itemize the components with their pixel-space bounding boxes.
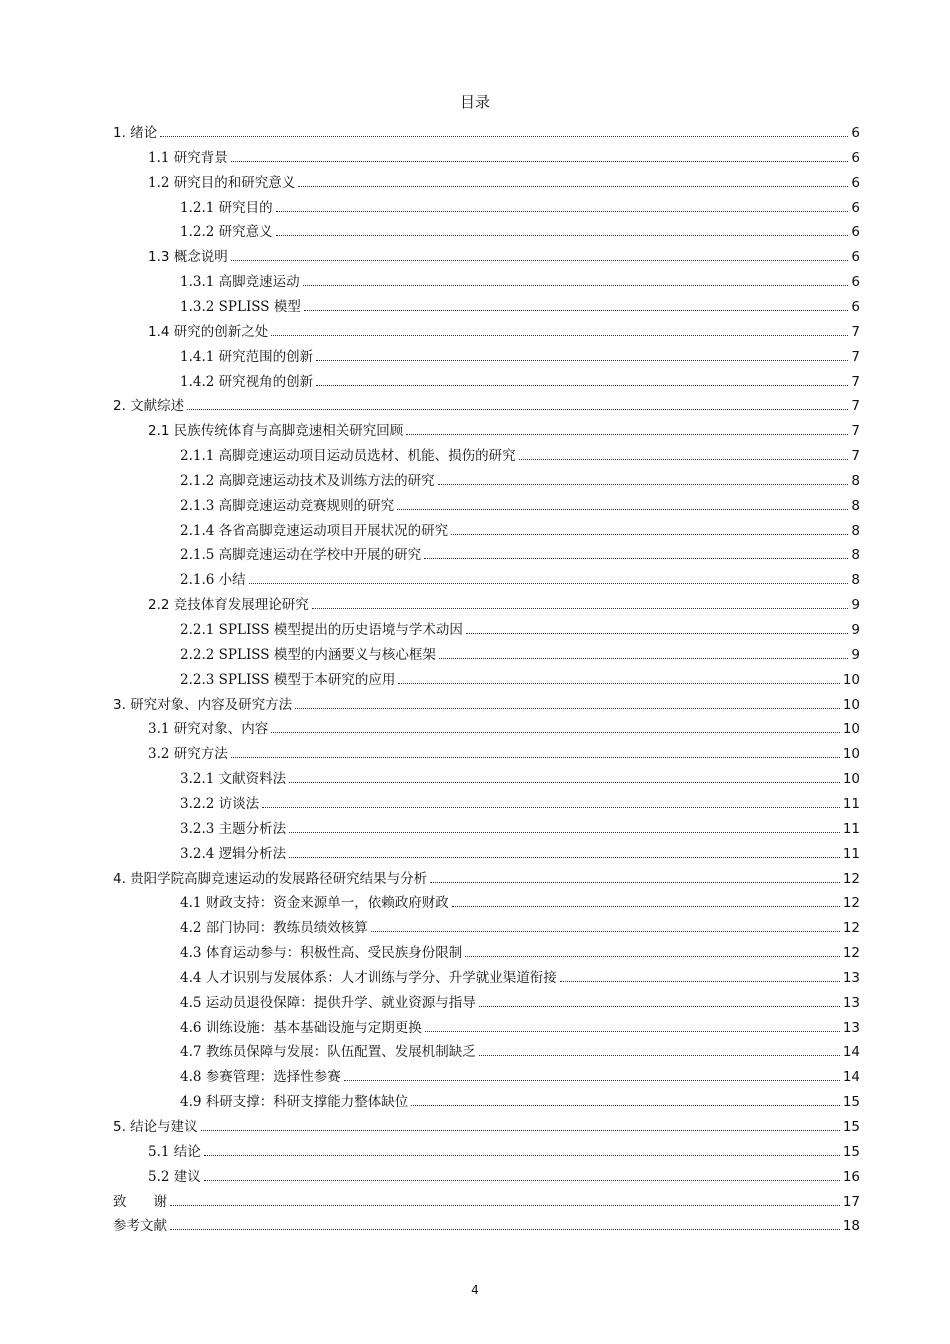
toc-leader-dots <box>298 186 848 187</box>
toc-entry-page: 10 <box>842 696 860 713</box>
toc-entry-label: 参考文献 <box>113 1218 167 1235</box>
toc-leader-dots <box>295 708 840 709</box>
toc-entry-label: 1.3.2 SPLISS 模型 <box>180 298 301 315</box>
toc-entry-page: 9 <box>851 622 860 638</box>
toc-entry-label: 1.3.1 高脚竞速运动 <box>180 274 300 291</box>
toc-entry[interactable] <box>113 1210 860 1234</box>
toc-entry-page: 6 <box>851 199 860 216</box>
toc-entry[interactable] <box>180 788 860 812</box>
toc-entry-page: 6 <box>851 174 860 191</box>
toc-entry-label: 2. 文献综述 <box>113 398 185 415</box>
toc-entry-page: 15 <box>842 1094 860 1111</box>
toc-entry-page: 15 <box>842 1143 860 1160</box>
toc-entry[interactable] <box>180 216 860 240</box>
toc-entry-page: 14 <box>842 1044 860 1061</box>
toc-entry-label: 2.1.6 小结 <box>180 572 246 589</box>
toc-entry[interactable] <box>180 962 860 986</box>
toc-entry-page: 17 <box>842 1193 860 1210</box>
toc-leader-dots <box>425 1031 840 1032</box>
toc-leader-dots <box>262 807 840 808</box>
toc-entry-page: 13 <box>842 1019 860 1036</box>
toc-entry-page: 10 <box>842 746 860 763</box>
toc-entry-label: 2.1.1 高脚竞速运动项目运动员选材、机能、损伤的研究 <box>180 448 516 465</box>
toc-entry-page: 6 <box>851 224 860 241</box>
toc-entry-page: 6 <box>851 249 860 266</box>
toc-leader-dots <box>303 285 849 286</box>
toc-entry[interactable] <box>180 515 860 539</box>
toc-leader-dots <box>465 956 840 957</box>
toc-entry[interactable] <box>180 291 860 315</box>
toc-leader-dots <box>344 1080 840 1081</box>
toc-entry[interactable] <box>180 539 860 563</box>
toc-entry-page: 11 <box>842 795 860 812</box>
toc-entry-page: 18 <box>842 1218 860 1235</box>
toc-entry[interactable] <box>180 490 860 514</box>
toc-entry[interactable] <box>180 440 860 464</box>
toc-entry-label: 1. 绪论 <box>113 125 158 141</box>
toc-entry-page: 7 <box>851 448 860 465</box>
toc-entry-label: 1.2.2 研究意义 <box>180 224 273 241</box>
toc-entry[interactable] <box>180 887 860 911</box>
toc-entry-label: 2.1.2 高脚竞速运动技术及训练方法的研究 <box>180 472 435 489</box>
toc-entry-page: 7 <box>851 323 860 340</box>
toc-entry-label: 4.3 体育运动参与：积极性高、受民族身份限制 <box>180 945 463 962</box>
toc-leader-dots <box>204 1155 840 1156</box>
toc-entry-label: 5.2 建议 <box>148 1168 201 1185</box>
toc-leader-dots <box>316 385 848 386</box>
toc-entry-page: 6 <box>851 298 860 315</box>
toc-entry-label: 4.6 训练设施：基本基础设施与定期更换 <box>180 1019 422 1036</box>
toc-entry-label: 4.2 部门协同：教练员绩效核算 <box>180 920 368 937</box>
toc-entry-page: 14 <box>842 1069 860 1086</box>
toc-entry-page: 8 <box>851 522 860 539</box>
toc-leader-dots <box>160 136 848 137</box>
toc-entry-label: 2.2.1 SPLISS 模型提出的历史语境与学术动因 <box>180 622 463 638</box>
toc-entry[interactable] <box>148 241 860 265</box>
toc-entry-label: 1.1 研究背景 <box>148 149 228 166</box>
toc-entry-page: 13 <box>842 969 860 986</box>
toc-leader-dots <box>430 882 840 883</box>
toc-leader-dots <box>439 658 849 659</box>
toc-entry-label: 1.4.1 研究范围的创新 <box>180 348 314 365</box>
toc-entry-page: 15 <box>842 1119 860 1135</box>
toc-leader-dots <box>249 583 849 584</box>
toc-entry-label: 2.2.2 SPLISS 模型的内涵要义与核心框架 <box>180 646 436 663</box>
toc-leader-dots <box>312 608 849 609</box>
toc-leader-dots <box>289 857 840 858</box>
toc-entry[interactable] <box>180 1086 860 1110</box>
toc-leader-dots <box>438 484 849 485</box>
toc-entry[interactable] <box>180 366 860 390</box>
toc-entry-label: 2.2.3 SPLISS 模型于本研究的应用 <box>180 671 396 688</box>
toc-entry-page: 11 <box>842 820 860 837</box>
toc-entry-page: 6 <box>851 125 860 141</box>
toc-leader-dots <box>271 335 848 336</box>
toc-entry-label: 2.1.4 各省高脚竞速运动项目开展状况的研究 <box>180 522 449 539</box>
toc-leader-dots <box>452 906 840 907</box>
toc-leader-dots <box>479 1006 840 1007</box>
toc-entry-page: 9 <box>851 646 860 663</box>
toc-entry-page: 12 <box>842 895 860 912</box>
toc-entry-page: 8 <box>851 497 860 514</box>
toc-leader-dots <box>466 633 849 634</box>
toc-entry-label: 3.1 研究对象、内容 <box>148 721 269 738</box>
toc-leader-dots <box>289 832 840 833</box>
toc-entry[interactable] <box>180 192 860 216</box>
toc-entry-page: 12 <box>842 870 860 887</box>
toc-leader-dots <box>406 434 848 435</box>
toc-entry-page: 10 <box>842 721 860 738</box>
toc-entry-label: 5.1 结论 <box>148 1143 201 1160</box>
toc-entry-label: 2.1.5 高脚竞速运动在学校中开展的研究 <box>180 547 422 564</box>
toc-entry[interactable] <box>180 1061 860 1085</box>
toc-entry[interactable] <box>180 838 860 862</box>
toc-leader-dots <box>276 235 849 236</box>
toc-entry-label: 1.3 概念说明 <box>148 249 228 266</box>
toc-entry-label: 2.1.3 高脚竞速运动竞赛规则的研究 <box>180 497 395 514</box>
toc-entry[interactable] <box>148 1136 860 1160</box>
toc-entry-page: 6 <box>851 149 860 166</box>
toc-entry[interactable] <box>148 738 860 762</box>
toc-entry-page: 7 <box>851 348 860 365</box>
toc-entry-label: 4. 贵阳学院高脚竞速运动的发展路径研究结果与分析 <box>113 870 428 887</box>
toc-entry-label: 4.1 财政支持：资金来源单一，依赖政府财政 <box>180 895 449 912</box>
toc-entry[interactable] <box>113 689 860 713</box>
toc-entry-page: 6 <box>851 274 860 291</box>
toc-entry[interactable] <box>180 1036 860 1060</box>
toc-entry-page: 16 <box>842 1168 860 1185</box>
toc-leader-dots <box>398 683 839 684</box>
toc-entry[interactable] <box>180 664 860 688</box>
toc-entry-label: 2.1 民族传统体育与高脚竞速相关研究回顾 <box>148 423 404 440</box>
toc-entry-page: 13 <box>842 994 860 1011</box>
toc-leader-dots <box>271 732 840 733</box>
toc-title: 目录 <box>459 93 490 111</box>
toc-entry-page: 10 <box>842 671 860 688</box>
toc-entry-label: 1.4.2 研究视角的创新 <box>180 373 314 390</box>
toc-entry-label: 4.9 科研支撑：科研支撑能力整体缺位 <box>180 1094 409 1111</box>
toc-entry[interactable] <box>148 316 860 340</box>
toc-leader-dots <box>519 459 849 460</box>
toc-entry-page: 10 <box>842 771 860 788</box>
toc-entry-page: 12 <box>842 945 860 962</box>
toc-entry-label: 1.4 研究的创新之处 <box>148 323 269 340</box>
toc-entry-label: 4.5 运动员退役保障：提供升学、就业资源与指导 <box>180 994 476 1011</box>
toc-entry[interactable] <box>148 1161 860 1185</box>
toc-leader-dots <box>289 782 840 783</box>
toc-entry[interactable] <box>113 390 860 414</box>
toc-entry-label: 2.2 竞技体育发展理论研究 <box>148 597 309 614</box>
toc-leader-dots <box>276 211 849 212</box>
toc-entry[interactable] <box>180 937 860 961</box>
toc-entry[interactable] <box>180 912 860 936</box>
toc-entry[interactable] <box>180 763 860 787</box>
toc-entry-page: 8 <box>851 472 860 489</box>
toc-entry-label: 3.2.4 逻辑分析法 <box>180 845 287 862</box>
toc-leader-dots <box>397 509 848 510</box>
toc-entry-page: 12 <box>842 920 860 937</box>
toc-entry[interactable] <box>148 167 860 191</box>
toc-leader-dots <box>231 757 840 758</box>
toc-leader-dots <box>424 558 848 559</box>
page-number: 4 <box>471 1283 479 1297</box>
toc-entry[interactable] <box>180 813 860 837</box>
toc-entry-page: 7 <box>851 373 860 390</box>
toc-entry[interactable] <box>148 589 860 613</box>
toc-entry[interactable] <box>113 117 860 141</box>
toc-entry-label: 3. 研究对象、内容及研究方法 <box>113 696 293 713</box>
toc-leader-dots <box>411 1105 840 1106</box>
toc-leader-dots <box>371 931 840 932</box>
toc-leader-dots <box>304 310 849 311</box>
toc-leader-dots <box>204 1180 840 1181</box>
toc-entry[interactable] <box>148 713 860 737</box>
toc-entry-label: 3.2.3 主题分析法 <box>180 820 287 837</box>
toc-leader-dots <box>451 534 848 535</box>
toc-entry[interactable] <box>180 614 860 638</box>
toc-entry-label: 1.2.1 研究目的 <box>180 199 273 216</box>
toc-entry-label: 3.2 研究方法 <box>148 746 228 763</box>
toc-entry-label: 4.8 参赛管理：选择性参赛 <box>180 1069 341 1086</box>
toc-leader-dots <box>231 161 849 162</box>
toc-entry-page: 7 <box>851 423 860 440</box>
toc-entry-page: 11 <box>842 845 860 862</box>
toc-entry-page: 7 <box>851 398 860 415</box>
toc-entry[interactable] <box>180 465 860 489</box>
toc-entry[interactable] <box>180 266 860 290</box>
toc-entry-page: 9 <box>851 597 860 614</box>
toc-leader-dots <box>231 260 849 261</box>
toc-leader-dots <box>170 1205 840 1206</box>
toc-leader-dots <box>170 1229 840 1230</box>
toc-entry[interactable] <box>113 863 860 887</box>
toc-entry-label: 4.7 教练员保障与发展：队伍配置、发展机制缺乏 <box>180 1044 476 1061</box>
toc-entry-page: 8 <box>851 572 860 589</box>
toc-entry-label: 4.4 人才识别与发展体系：人才训练与学分、升学就业渠道衔接 <box>180 969 557 986</box>
toc-leader-dots <box>316 360 848 361</box>
toc-leader-dots <box>201 1130 840 1131</box>
toc-entry-label: 致 谢 <box>113 1193 167 1210</box>
toc-entry-label: 1.2 研究目的和研究意义 <box>148 174 296 191</box>
toc-entry[interactable] <box>180 1012 860 1036</box>
toc-entry[interactable] <box>148 142 860 166</box>
toc-entry-label: 3.2.2 访谈法 <box>180 795 260 812</box>
toc-entry-label: 3.2.1 文献资料法 <box>180 771 287 788</box>
toc-leader-dots <box>479 1055 840 1056</box>
toc-entry[interactable] <box>113 1186 860 1210</box>
toc-entry-page: 8 <box>851 547 860 564</box>
toc-leader-dots <box>187 409 848 410</box>
toc-entry[interactable] <box>113 1111 860 1135</box>
toc-entry[interactable] <box>180 639 860 663</box>
toc-entry[interactable] <box>180 987 860 1011</box>
toc-entry[interactable] <box>180 341 860 365</box>
toc-entry[interactable] <box>180 564 860 588</box>
toc-entry-label: 5. 结论与建议 <box>113 1119 198 1135</box>
toc-entry[interactable] <box>148 415 860 439</box>
toc-leader-dots <box>560 981 840 982</box>
